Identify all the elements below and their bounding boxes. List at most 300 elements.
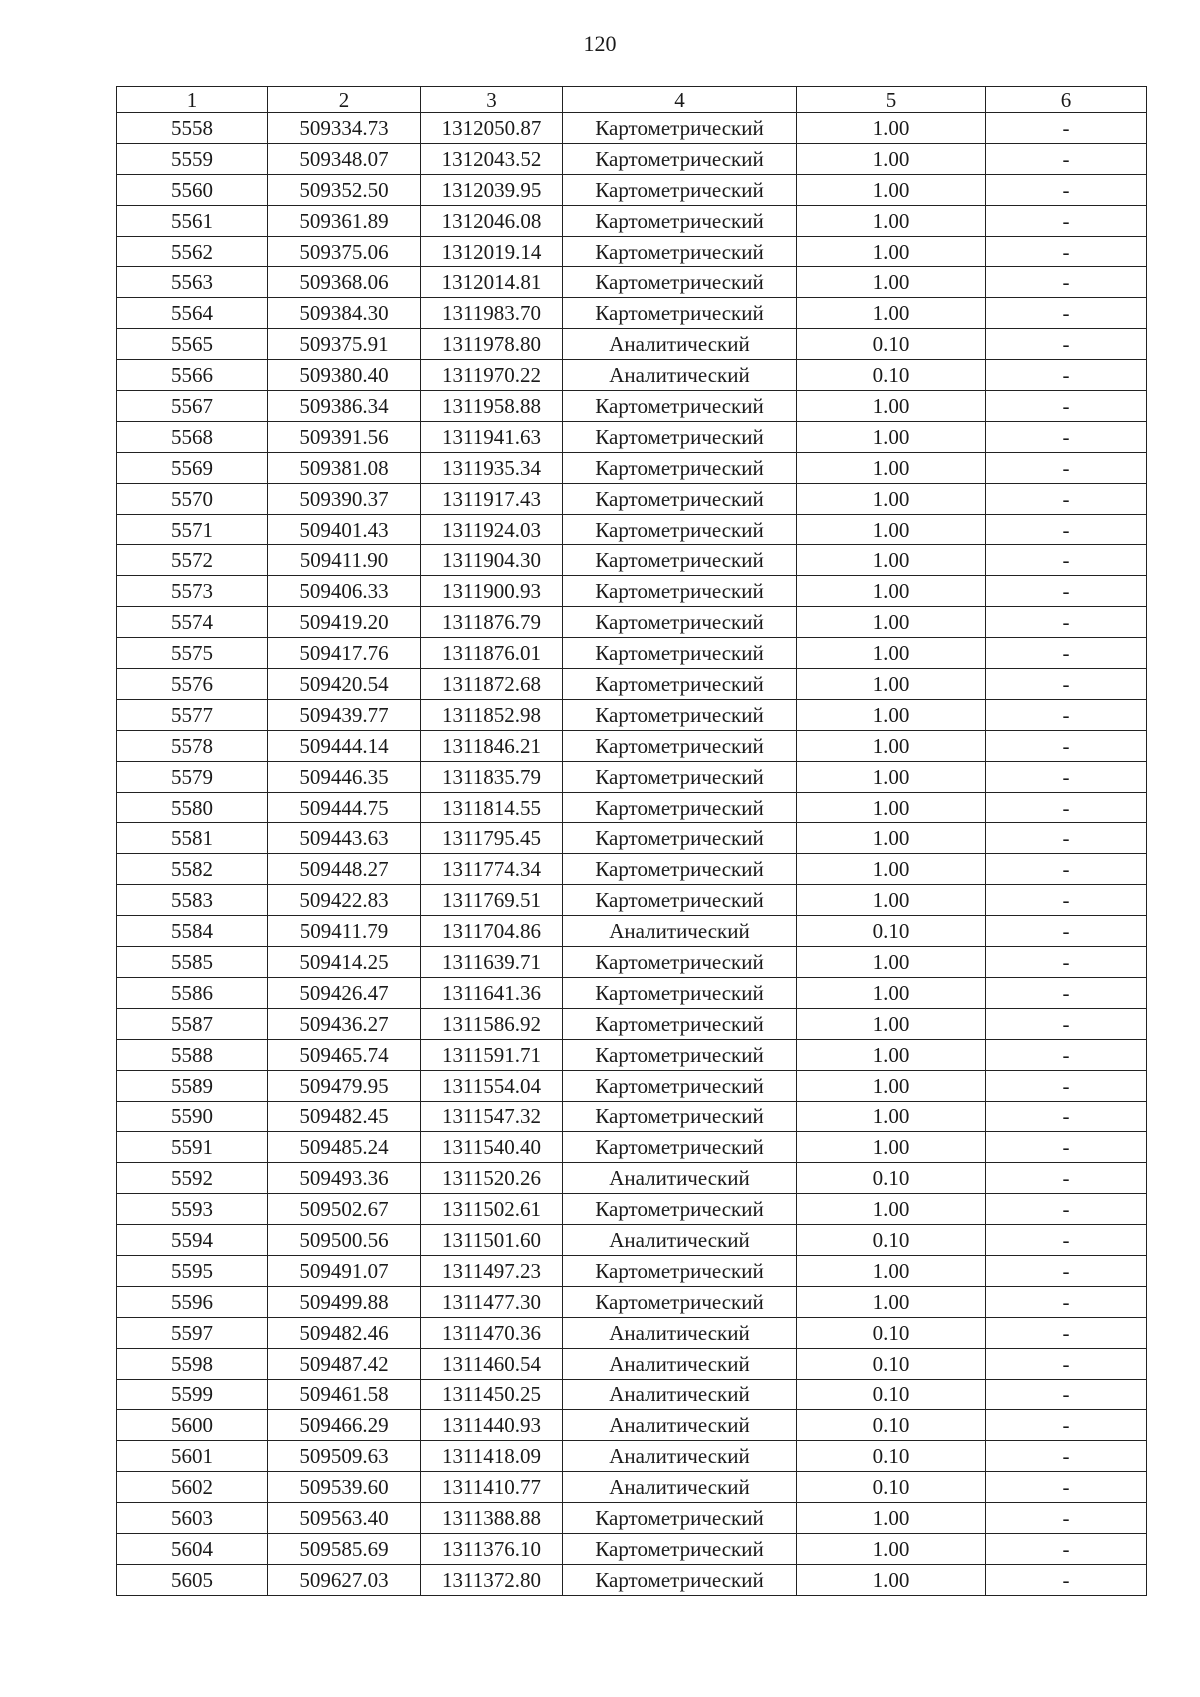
method-cell: Картометрический — [563, 977, 797, 1008]
y-coordinate-cell: 1311774.34 — [421, 854, 563, 885]
column-header-6: 6 — [986, 87, 1147, 113]
x-coordinate-cell: 509491.07 — [268, 1255, 421, 1286]
method-cell: Картометрический — [563, 823, 797, 854]
method-cell: Картометрический — [563, 669, 797, 700]
method-cell: Картометрический — [563, 1564, 797, 1595]
point-number-cell: 5578 — [117, 730, 268, 761]
method-cell: Картометрический — [563, 1533, 797, 1564]
method-cell: Аналитический — [563, 1472, 797, 1503]
table-row — [117, 1379, 1147, 1410]
accuracy-cell: 0.10 — [797, 360, 986, 391]
x-coordinate-cell: 509391.56 — [268, 421, 421, 452]
x-coordinate-cell: 509352.50 — [268, 174, 421, 205]
point-number-cell: 5569 — [117, 452, 268, 483]
accuracy-cell: 1.00 — [797, 1286, 986, 1317]
accuracy-cell: 1.00 — [797, 607, 986, 638]
table-row — [117, 1132, 1147, 1163]
page-number: 120 — [583, 31, 617, 56]
note-cell: - — [986, 1225, 1147, 1256]
accuracy-cell: 1.00 — [797, 236, 986, 267]
point-number-cell: 5571 — [117, 514, 268, 545]
method-cell: Картометрический — [563, 576, 797, 607]
y-coordinate-cell: 1312046.08 — [421, 205, 563, 236]
table-row — [117, 1039, 1147, 1070]
note-cell: - — [986, 761, 1147, 792]
note-cell: - — [986, 669, 1147, 700]
method-cell: Картометрический — [563, 1503, 797, 1534]
table-row — [117, 576, 1147, 607]
method-cell: Картометрический — [563, 483, 797, 514]
x-coordinate-cell: 509443.63 — [268, 823, 421, 854]
point-number-cell: 5565 — [117, 329, 268, 360]
note-cell: - — [986, 638, 1147, 669]
point-number-cell: 5566 — [117, 360, 268, 391]
y-coordinate-cell: 1311501.60 — [421, 1225, 563, 1256]
x-coordinate-cell: 509493.36 — [268, 1163, 421, 1194]
accuracy-cell: 1.00 — [797, 823, 986, 854]
accuracy-cell: 1.00 — [797, 514, 986, 545]
point-number-cell: 5579 — [117, 761, 268, 792]
point-number-cell: 5596 — [117, 1286, 268, 1317]
x-coordinate-cell: 509461.58 — [268, 1379, 421, 1410]
point-number-cell: 5577 — [117, 699, 268, 730]
column-header-1: 1 — [117, 87, 268, 113]
table-row — [117, 1101, 1147, 1132]
method-cell: Картометрический — [563, 1194, 797, 1225]
y-coordinate-cell: 1311941.63 — [421, 421, 563, 452]
method-cell: Картометрический — [563, 391, 797, 422]
accuracy-cell: 0.10 — [797, 329, 986, 360]
method-cell: Аналитический — [563, 1225, 797, 1256]
x-coordinate-cell: 509499.88 — [268, 1286, 421, 1317]
y-coordinate-cell: 1312043.52 — [421, 143, 563, 174]
x-coordinate-cell: 509482.45 — [268, 1101, 421, 1132]
table-row — [117, 1441, 1147, 1472]
table-row — [117, 236, 1147, 267]
table-row — [117, 669, 1147, 700]
x-coordinate-cell: 509406.33 — [268, 576, 421, 607]
x-coordinate-cell: 509426.47 — [268, 977, 421, 1008]
point-number-cell: 5560 — [117, 174, 268, 205]
note-cell: - — [986, 1317, 1147, 1348]
x-coordinate-cell: 509482.46 — [268, 1317, 421, 1348]
x-coordinate-cell: 509436.27 — [268, 1008, 421, 1039]
point-number-cell: 5591 — [117, 1132, 268, 1163]
point-number-cell: 5573 — [117, 576, 268, 607]
accuracy-cell: 1.00 — [797, 761, 986, 792]
y-coordinate-cell: 1311502.61 — [421, 1194, 563, 1225]
note-cell: - — [986, 730, 1147, 761]
y-coordinate-cell: 1311497.23 — [421, 1255, 563, 1286]
note-cell: - — [986, 545, 1147, 576]
table-row — [117, 205, 1147, 236]
table-row — [117, 607, 1147, 638]
column-header-4: 4 — [563, 87, 797, 113]
point-number-cell: 5574 — [117, 607, 268, 638]
y-coordinate-cell: 1311900.93 — [421, 576, 563, 607]
x-coordinate-cell: 509419.20 — [268, 607, 421, 638]
table-row — [117, 885, 1147, 916]
method-cell: Картометрический — [563, 854, 797, 885]
note-cell: - — [986, 113, 1147, 144]
note-cell: - — [986, 1194, 1147, 1225]
table-row — [117, 545, 1147, 576]
table-row — [117, 730, 1147, 761]
note-cell: - — [986, 1348, 1147, 1379]
x-coordinate-cell: 509411.79 — [268, 916, 421, 947]
point-number-cell: 5568 — [117, 421, 268, 452]
accuracy-cell: 1.00 — [797, 1070, 986, 1101]
note-cell: - — [986, 1564, 1147, 1595]
point-number-cell: 5597 — [117, 1317, 268, 1348]
method-cell: Картометрический — [563, 607, 797, 638]
x-coordinate-cell: 509414.25 — [268, 947, 421, 978]
coordinates-table — [116, 86, 1147, 1596]
x-coordinate-cell: 509361.89 — [268, 205, 421, 236]
y-coordinate-cell: 1311814.55 — [421, 792, 563, 823]
y-coordinate-cell: 1311540.40 — [421, 1132, 563, 1163]
point-number-cell: 5572 — [117, 545, 268, 576]
column-header-5: 5 — [797, 87, 986, 113]
y-coordinate-cell: 1311924.03 — [421, 514, 563, 545]
note-cell: - — [986, 1163, 1147, 1194]
point-number-cell: 5585 — [117, 947, 268, 978]
accuracy-cell: 1.00 — [797, 205, 986, 236]
table-row — [117, 452, 1147, 483]
note-cell: - — [986, 360, 1147, 391]
point-number-cell: 5561 — [117, 205, 268, 236]
y-coordinate-cell: 1312019.14 — [421, 236, 563, 267]
point-number-cell: 5599 — [117, 1379, 268, 1410]
note-cell: - — [986, 977, 1147, 1008]
method-cell: Аналитический — [563, 1317, 797, 1348]
method-cell: Картометрический — [563, 452, 797, 483]
table-row — [117, 977, 1147, 1008]
point-number-cell: 5580 — [117, 792, 268, 823]
x-coordinate-cell: 509439.77 — [268, 699, 421, 730]
y-coordinate-cell: 1311835.79 — [421, 761, 563, 792]
accuracy-cell: 1.00 — [797, 1255, 986, 1286]
y-coordinate-cell: 1312039.95 — [421, 174, 563, 205]
accuracy-cell: 1.00 — [797, 545, 986, 576]
note-cell: - — [986, 947, 1147, 978]
note-cell: - — [986, 576, 1147, 607]
x-coordinate-cell: 509446.35 — [268, 761, 421, 792]
method-cell: Картометрический — [563, 792, 797, 823]
point-number-cell: 5586 — [117, 977, 268, 1008]
method-cell: Аналитический — [563, 1379, 797, 1410]
y-coordinate-cell: 1311983.70 — [421, 298, 563, 329]
point-number-cell: 5600 — [117, 1410, 268, 1441]
table-row — [117, 1163, 1147, 1194]
note-cell: - — [986, 1255, 1147, 1286]
note-cell: - — [986, 391, 1147, 422]
method-cell: Картометрический — [563, 236, 797, 267]
y-coordinate-cell: 1311586.92 — [421, 1008, 563, 1039]
y-coordinate-cell: 1312014.81 — [421, 267, 563, 298]
accuracy-cell: 1.00 — [797, 421, 986, 452]
x-coordinate-cell: 509375.91 — [268, 329, 421, 360]
table-row — [117, 298, 1147, 329]
table-row — [117, 113, 1147, 144]
accuracy-cell: 1.00 — [797, 885, 986, 916]
method-cell: Аналитический — [563, 1410, 797, 1441]
y-coordinate-cell: 1311477.30 — [421, 1286, 563, 1317]
note-cell: - — [986, 236, 1147, 267]
method-cell: Картометрический — [563, 174, 797, 205]
point-number-cell: 5603 — [117, 1503, 268, 1534]
table-row — [117, 421, 1147, 452]
y-coordinate-cell: 1311978.80 — [421, 329, 563, 360]
x-coordinate-cell: 509479.95 — [268, 1070, 421, 1101]
method-cell: Картометрический — [563, 1286, 797, 1317]
table-row — [117, 329, 1147, 360]
y-coordinate-cell: 1311846.21 — [421, 730, 563, 761]
note-cell: - — [986, 329, 1147, 360]
y-coordinate-cell: 1311591.71 — [421, 1039, 563, 1070]
y-coordinate-cell: 1311470.36 — [421, 1317, 563, 1348]
y-coordinate-cell: 1311520.26 — [421, 1163, 563, 1194]
x-coordinate-cell: 509368.06 — [268, 267, 421, 298]
note-cell: - — [986, 452, 1147, 483]
accuracy-cell: 1.00 — [797, 1132, 986, 1163]
point-number-cell: 5592 — [117, 1163, 268, 1194]
point-number-cell: 5567 — [117, 391, 268, 422]
method-cell: Картометрический — [563, 205, 797, 236]
accuracy-cell: 1.00 — [797, 1194, 986, 1225]
accuracy-cell: 0.10 — [797, 1472, 986, 1503]
accuracy-cell: 1.00 — [797, 576, 986, 607]
accuracy-cell: 1.00 — [797, 1564, 986, 1595]
point-number-cell: 5582 — [117, 854, 268, 885]
note-cell: - — [986, 1008, 1147, 1039]
x-coordinate-cell: 509348.07 — [268, 143, 421, 174]
accuracy-cell: 0.10 — [797, 1317, 986, 1348]
y-coordinate-cell: 1311450.25 — [421, 1379, 563, 1410]
note-cell: - — [986, 298, 1147, 329]
table-row — [117, 514, 1147, 545]
y-coordinate-cell: 1311876.01 — [421, 638, 563, 669]
y-coordinate-cell: 1311795.45 — [421, 823, 563, 854]
method-cell: Картометрический — [563, 885, 797, 916]
x-coordinate-cell: 509381.08 — [268, 452, 421, 483]
accuracy-cell: 1.00 — [797, 267, 986, 298]
note-cell: - — [986, 514, 1147, 545]
method-cell: Картометрический — [563, 1132, 797, 1163]
y-coordinate-cell: 1311554.04 — [421, 1070, 563, 1101]
method-cell: Картометрический — [563, 514, 797, 545]
x-coordinate-cell: 509420.54 — [268, 669, 421, 700]
accuracy-cell: 1.00 — [797, 143, 986, 174]
table-row — [117, 1317, 1147, 1348]
table-row — [117, 267, 1147, 298]
accuracy-cell: 1.00 — [797, 730, 986, 761]
table-row — [117, 1410, 1147, 1441]
point-number-cell: 5559 — [117, 143, 268, 174]
x-coordinate-cell: 509380.40 — [268, 360, 421, 391]
accuracy-cell: 1.00 — [797, 638, 986, 669]
method-cell: Картометрический — [563, 298, 797, 329]
x-coordinate-cell: 509539.60 — [268, 1472, 421, 1503]
y-coordinate-cell: 1312050.87 — [421, 113, 563, 144]
accuracy-cell: 1.00 — [797, 174, 986, 205]
x-coordinate-cell: 509422.83 — [268, 885, 421, 916]
method-cell: Картометрический — [563, 1039, 797, 1070]
method-cell: Картометрический — [563, 761, 797, 792]
accuracy-cell: 1.00 — [797, 1503, 986, 1534]
note-cell: - — [986, 267, 1147, 298]
x-coordinate-cell: 509384.30 — [268, 298, 421, 329]
note-cell: - — [986, 1101, 1147, 1132]
table-row — [117, 1503, 1147, 1534]
point-number-cell: 5575 — [117, 638, 268, 669]
y-coordinate-cell: 1311704.86 — [421, 916, 563, 947]
point-number-cell: 5564 — [117, 298, 268, 329]
note-cell: - — [986, 699, 1147, 730]
point-number-cell: 5589 — [117, 1070, 268, 1101]
accuracy-cell: 1.00 — [797, 113, 986, 144]
note-cell: - — [986, 1441, 1147, 1472]
accuracy-cell: 1.00 — [797, 699, 986, 730]
y-coordinate-cell: 1311904.30 — [421, 545, 563, 576]
table-row — [117, 792, 1147, 823]
table-row — [117, 1348, 1147, 1379]
y-coordinate-cell: 1311547.32 — [421, 1101, 563, 1132]
method-cell: Картометрический — [563, 947, 797, 978]
table-row — [117, 1255, 1147, 1286]
table-row — [117, 916, 1147, 947]
method-cell: Картометрический — [563, 545, 797, 576]
table-row — [117, 1225, 1147, 1256]
note-cell: - — [986, 483, 1147, 514]
accuracy-cell: 1.00 — [797, 854, 986, 885]
point-number-cell: 5602 — [117, 1472, 268, 1503]
x-coordinate-cell: 509485.24 — [268, 1132, 421, 1163]
x-coordinate-cell: 509411.90 — [268, 545, 421, 576]
note-cell: - — [986, 205, 1147, 236]
accuracy-cell: 0.10 — [797, 1225, 986, 1256]
method-cell: Картометрический — [563, 1008, 797, 1039]
y-coordinate-cell: 1311372.80 — [421, 1564, 563, 1595]
accuracy-cell: 0.10 — [797, 1441, 986, 1472]
accuracy-cell: 0.10 — [797, 1348, 986, 1379]
note-cell: - — [986, 1286, 1147, 1317]
method-cell: Картометрический — [563, 113, 797, 144]
note-cell: - — [986, 421, 1147, 452]
point-number-cell: 5587 — [117, 1008, 268, 1039]
method-cell: Картометрический — [563, 421, 797, 452]
method-cell: Картометрический — [563, 730, 797, 761]
note-cell: - — [986, 1379, 1147, 1410]
table-row — [117, 1070, 1147, 1101]
y-coordinate-cell: 1311440.93 — [421, 1410, 563, 1441]
point-number-cell: 5583 — [117, 885, 268, 916]
x-coordinate-cell: 509466.29 — [268, 1410, 421, 1441]
accuracy-cell: 1.00 — [797, 452, 986, 483]
x-coordinate-cell: 509375.06 — [268, 236, 421, 267]
method-cell: Аналитический — [563, 1348, 797, 1379]
table-row — [117, 1008, 1147, 1039]
table-header — [117, 87, 1147, 113]
accuracy-cell: 1.00 — [797, 483, 986, 514]
method-cell: Аналитический — [563, 329, 797, 360]
note-cell: - — [986, 792, 1147, 823]
y-coordinate-cell: 1311410.77 — [421, 1472, 563, 1503]
note-cell: - — [986, 823, 1147, 854]
method-cell: Картометрический — [563, 699, 797, 730]
accuracy-cell: 1.00 — [797, 1101, 986, 1132]
y-coordinate-cell: 1311872.68 — [421, 669, 563, 700]
y-coordinate-cell: 1311639.71 — [421, 947, 563, 978]
method-cell: Аналитический — [563, 360, 797, 391]
note-cell: - — [986, 1533, 1147, 1564]
y-coordinate-cell: 1311769.51 — [421, 885, 563, 916]
point-number-cell: 5593 — [117, 1194, 268, 1225]
accuracy-cell: 1.00 — [797, 1008, 986, 1039]
method-cell: Картометрический — [563, 1070, 797, 1101]
point-number-cell: 5562 — [117, 236, 268, 267]
method-cell: Картометрический — [563, 638, 797, 669]
note-cell: - — [986, 916, 1147, 947]
x-coordinate-cell: 509417.76 — [268, 638, 421, 669]
point-number-cell: 5604 — [117, 1533, 268, 1564]
column-header-3: 3 — [421, 87, 563, 113]
point-number-cell: 5590 — [117, 1101, 268, 1132]
point-number-cell: 5601 — [117, 1441, 268, 1472]
x-coordinate-cell: 509627.03 — [268, 1564, 421, 1595]
accuracy-cell: 1.00 — [797, 977, 986, 1008]
x-coordinate-cell: 509390.37 — [268, 483, 421, 514]
method-cell: Аналитический — [563, 1441, 797, 1472]
table-row — [117, 483, 1147, 514]
note-cell: - — [986, 854, 1147, 885]
x-coordinate-cell: 509563.40 — [268, 1503, 421, 1534]
accuracy-cell: 1.00 — [797, 391, 986, 422]
point-number-cell: 5584 — [117, 916, 268, 947]
method-cell: Картометрический — [563, 267, 797, 298]
table-row — [117, 143, 1147, 174]
table-row — [117, 761, 1147, 792]
x-coordinate-cell: 509500.56 — [268, 1225, 421, 1256]
table-row — [117, 360, 1147, 391]
point-number-cell: 5598 — [117, 1348, 268, 1379]
accuracy-cell: 0.10 — [797, 1410, 986, 1441]
point-number-cell: 5588 — [117, 1039, 268, 1070]
accuracy-cell: 1.00 — [797, 298, 986, 329]
y-coordinate-cell: 1311641.36 — [421, 977, 563, 1008]
table-row — [117, 1286, 1147, 1317]
table-row — [117, 699, 1147, 730]
y-coordinate-cell: 1311376.10 — [421, 1533, 563, 1564]
table-row — [117, 174, 1147, 205]
y-coordinate-cell: 1311388.88 — [421, 1503, 563, 1534]
y-coordinate-cell: 1311935.34 — [421, 452, 563, 483]
table-row — [117, 1194, 1147, 1225]
table-row — [117, 1533, 1147, 1564]
point-number-cell: 5558 — [117, 113, 268, 144]
point-number-cell: 5594 — [117, 1225, 268, 1256]
accuracy-cell: 1.00 — [797, 1533, 986, 1564]
x-coordinate-cell: 509448.27 — [268, 854, 421, 885]
point-number-cell: 5595 — [117, 1255, 268, 1286]
accuracy-cell: 0.10 — [797, 916, 986, 947]
point-number-cell: 5581 — [117, 823, 268, 854]
accuracy-cell: 0.10 — [797, 1163, 986, 1194]
point-number-cell: 5576 — [117, 669, 268, 700]
note-cell: - — [986, 143, 1147, 174]
x-coordinate-cell: 509487.42 — [268, 1348, 421, 1379]
accuracy-cell: 0.10 — [797, 1379, 986, 1410]
